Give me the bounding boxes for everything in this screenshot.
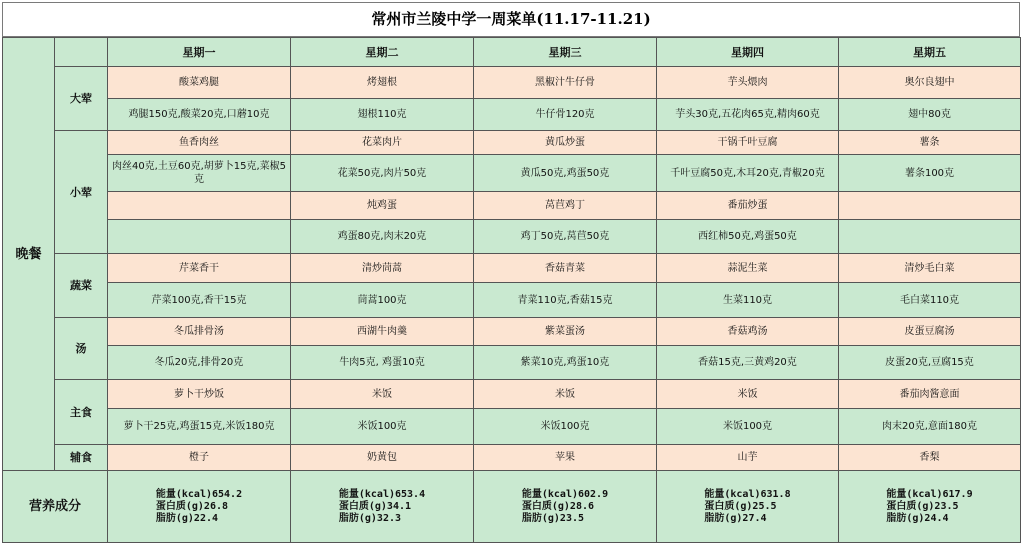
table-row [3, 254, 1021, 283]
dish-cell: 干锅千叶豆腐 [657, 131, 839, 155]
fat-value: 脂肪(g)32.3 [338, 512, 402, 524]
dish-cell: 香菇鸡汤 [657, 318, 839, 346]
dish-cell: 黄瓜炒蛋 [474, 131, 657, 155]
ingredient-cell: 牛肉5克, 鸡蛋10克 [291, 346, 474, 380]
dish-cell: 香菇青菜 [474, 254, 657, 283]
dish-cell: 米饭 [291, 380, 474, 409]
dish-cell: 米饭 [657, 380, 839, 409]
dish-cell: 烤翅根 [291, 67, 474, 99]
dish-cell: 米饭 [474, 380, 657, 409]
dish-cell: 冬瓜排骨汤 [108, 318, 291, 346]
dish-cell: 山芋 [657, 445, 839, 471]
ingredient-cell: 紫菜10克,鸡蛋10克 [474, 346, 657, 380]
energy-value: 能量(kcal)654.2 [155, 488, 243, 500]
dish-cell: 薯条 [839, 131, 1021, 155]
ingredient-cell: 鸡腿150克,酸菜20克,口蘑10克 [108, 99, 291, 131]
table-row [3, 155, 1021, 192]
table-row [3, 346, 1021, 380]
dish-cell: 莴苣鸡丁 [474, 192, 657, 220]
nutrition-cell [474, 471, 657, 543]
fat-value: 脂肪(g)23.5 [521, 512, 585, 524]
table-row [3, 445, 1021, 471]
ingredient-cell [108, 220, 291, 254]
dish-cell [108, 192, 291, 220]
table-row [3, 192, 1021, 220]
protein-value: 蛋白质(g)25.5 [704, 500, 777, 512]
dish-cell: 炖鸡蛋 [291, 192, 474, 220]
ingredient-cell: 冬瓜20克,排骨20克 [108, 346, 291, 380]
category-nutrition: 营养成分 [3, 471, 108, 543]
nutrition-cell [839, 471, 1021, 543]
dish-cell: 奶黄包 [291, 445, 474, 471]
dish-cell: 花菜肉片 [291, 131, 474, 155]
category-soup: 汤 [55, 318, 108, 380]
meal-label: 晚餐 [3, 38, 55, 471]
ingredient-cell: 牛仔骨120克 [474, 99, 657, 131]
nutrition-cell [291, 471, 474, 543]
dish-cell [839, 192, 1021, 220]
weekly-menu-table [2, 37, 1021, 543]
corner-cell [55, 38, 108, 67]
fat-value: 脂肪(g)22.4 [155, 512, 219, 524]
day-header: 星期二 [291, 38, 474, 67]
nutrition-cell [657, 471, 839, 543]
category-extra: 辅食 [55, 445, 108, 471]
dish-cell: 香梨 [839, 445, 1021, 471]
dish-cell: 皮蛋豆腐汤 [839, 318, 1021, 346]
energy-value: 能量(kcal)602.9 [521, 488, 609, 500]
dish-cell: 紫菜蛋汤 [474, 318, 657, 346]
ingredient-cell: 薯条100克 [839, 155, 1021, 192]
header-row [3, 38, 1021, 67]
page-title: 常州市兰陵中学一周菜单(11.17-11.21) [2, 2, 1020, 37]
dish-cell: 橙子 [108, 445, 291, 471]
protein-value: 蛋白质(g)34.1 [338, 500, 412, 512]
day-header: 星期五 [839, 38, 1021, 67]
dish-cell: 西湖牛肉羹 [291, 318, 474, 346]
dish-cell: 蒜泥生菜 [657, 254, 839, 283]
ingredient-cell: 米饭100克 [291, 409, 474, 445]
ingredient-cell: 米饭100克 [474, 409, 657, 445]
dish-cell: 鱼香肉丝 [108, 131, 291, 155]
ingredient-cell: 鸡蛋80克,肉末20克 [291, 220, 474, 254]
table-row [3, 99, 1021, 131]
dish-cell: 萝卜干炒饭 [108, 380, 291, 409]
ingredient-cell: 翅中80克 [839, 99, 1021, 131]
protein-value: 蛋白质(g)26.8 [155, 500, 229, 512]
energy-value: 能量(kcal)631.8 [704, 488, 791, 500]
ingredient-cell: 生菜110克 [657, 283, 839, 318]
protein-value: 蛋白质(g)28.6 [521, 500, 595, 512]
dish-cell: 奥尔良翅中 [839, 67, 1021, 99]
day-header: 星期一 [108, 38, 291, 67]
table-row [3, 131, 1021, 155]
table-row [3, 318, 1021, 346]
ingredient-cell: 毛白菜110克 [839, 283, 1021, 318]
table-row [3, 220, 1021, 254]
table-row [3, 67, 1021, 99]
nutrition-cell [108, 471, 291, 543]
ingredient-cell: 萝卜干25克,鸡蛋15克,米饭180克 [108, 409, 291, 445]
day-header: 星期四 [657, 38, 839, 67]
ingredient-cell: 米饭100克 [657, 409, 839, 445]
ingredient-cell: 西红柿50克,鸡蛋50克 [657, 220, 839, 254]
dish-cell: 酸菜鸡腿 [108, 67, 291, 99]
ingredient-cell: 翅根110克 [291, 99, 474, 131]
energy-value: 能量(kcal)653.4 [338, 488, 426, 500]
dish-cell: 芹菜香干 [108, 254, 291, 283]
category-staple: 主食 [55, 380, 108, 445]
dish-cell: 苹果 [474, 445, 657, 471]
ingredient-cell: 千叶豆腐50克,木耳20克,青椒20克 [657, 155, 839, 192]
ingredient-cell: 肉丝40克,土豆60克,胡萝卜15克,菜椒5克 [108, 155, 291, 192]
ingredient-cell: 芹菜100克,香干15克 [108, 283, 291, 318]
category-main: 大荤 [55, 67, 108, 131]
fat-value: 脂肪(g)24.4 [886, 512, 949, 524]
ingredient-cell: 肉末20克,意面180克 [839, 409, 1021, 445]
dish-cell: 番茄肉酱意面 [839, 380, 1021, 409]
ingredient-cell: 香菇15克,三黄鸡20克 [657, 346, 839, 380]
dish-cell: 清炒毛白菜 [839, 254, 1021, 283]
dish-cell: 番茄炒蛋 [657, 192, 839, 220]
energy-value: 能量(kcal)617.9 [886, 488, 973, 500]
ingredient-cell: 花菜50克,肉片50克 [291, 155, 474, 192]
ingredient-cell: 芋头30克,五花肉65克,精肉60克 [657, 99, 839, 131]
ingredient-cell: 青菜110克,香菇15克 [474, 283, 657, 318]
fat-value: 脂肪(g)27.4 [704, 512, 767, 524]
day-header: 星期三 [474, 38, 657, 67]
ingredient-cell: 茼蒿100克 [291, 283, 474, 318]
protein-value: 蛋白质(g)23.5 [886, 500, 959, 512]
nutrition-row [3, 471, 1021, 543]
table-row [3, 409, 1021, 445]
table-row [3, 283, 1021, 318]
ingredient-cell [839, 220, 1021, 254]
table-row [3, 380, 1021, 409]
ingredient-cell: 皮蛋20克,豆腐15克 [839, 346, 1021, 380]
dish-cell: 芋头煨肉 [657, 67, 839, 99]
ingredient-cell: 鸡丁50克,莴苣50克 [474, 220, 657, 254]
dish-cell: 清炒茼蒿 [291, 254, 474, 283]
ingredient-cell: 黄瓜50克,鸡蛋50克 [474, 155, 657, 192]
category-side: 小荤 [55, 131, 108, 254]
dish-cell: 黑椒汁牛仔骨 [474, 67, 657, 99]
category-veg: 蔬菜 [55, 254, 108, 318]
